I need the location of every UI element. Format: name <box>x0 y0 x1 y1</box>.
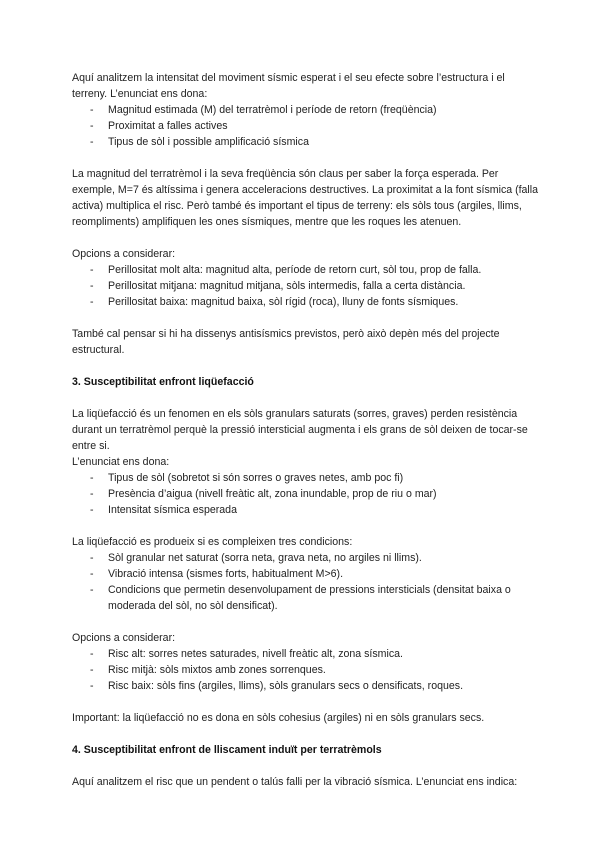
list-item: - Condicions que permetin desenvolupament de pressions intersticials (densitat baixa o moderada del sòl, no sòl densificat). <box>72 582 542 614</box>
section-4-heading: 4. Susceptibilitat enfront de lliscament induït per terratrèmols <box>72 744 382 756</box>
list-item: - Risc baix: sòls fins (argiles, llims), sòls granulars secs o densificats, roques. <box>72 678 542 694</box>
list-item: - Perillositat mitjana: magnitud mitjana, sòls intermedis, falla a certa distància. <box>72 278 542 294</box>
list-item: - Risc mitjà: sòls mixtos amb zones sorrenques. <box>72 662 542 678</box>
list-item: - Risc alt: sorres netes saturades, nivell freàtic alt, zona sísmica. <box>72 646 542 662</box>
list-item: - Presència d’aigua (nivell freàtic alt, zona inundable, prop de riu o mar) <box>72 486 542 502</box>
section-3-given-label: L’enunciat ens dona: <box>72 456 170 468</box>
section-4-intro: Aquí analitzem el risc que un pendent o talús falli per la vibració sísmica. L’enunciat ens indica: <box>72 776 518 788</box>
list-item: - Intensitat sísmica esperada <box>72 502 542 518</box>
section-3-definition: La liqüefacció és un fenomen en els sòls granulars saturats (sorres, graves) perden resistència durant un terratrèmol perquè la pressió intersticial augmenta i els grans de sòl deixen de tocar-se entre si. <box>72 408 528 452</box>
document-page <box>72 70 542 790</box>
list-item: - Perillositat baixa: magnitud baixa, sòl rígid (roca), lluny de fonts sísmiques. <box>72 294 542 310</box>
options-label: Opcions a considerar: <box>72 632 176 644</box>
list-item: - Tipus de sòl i possible amplificació sísmica <box>72 134 542 150</box>
intro-explanation: La magnitud del terratrèmol i la seva freqüència són claus per saber la força esperada. Per exemple, M=7 és altíssima i genera acceleracions destructives. La proximitat a la font sísmica (falla activa) multiplica el risc. Però també és important el tipus de terreny: els sòls tous (argiles, llims, reompliments) amplifiquen les ones sísmiques, mentre que les roques les atenuen. <box>72 168 539 228</box>
section-3-given-list <box>72 470 542 518</box>
intro-paragraph: Aquí analitzem la intensitat del moviment sísmic esperat i el seu efecte sobre l’estructura i el terreny. L’enunciat ens dona: <box>72 72 505 100</box>
list-item: - Magnitud estimada (M) del terratrèmol i període de retorn (freqüència) <box>72 102 542 118</box>
intro-closing: També cal pensar si hi ha dissenys antisísmics previstos, però això depèn més del projecte estructural. <box>72 328 500 356</box>
list-item: - Sòl granular net saturat (sorra neta, grava neta, no argiles ni llims). <box>72 550 542 566</box>
list-item: - Vibració intensa (sismes forts, habitualment M>6). <box>72 566 542 582</box>
options-label: Opcions a considerar: <box>72 248 176 260</box>
section-3-heading: 3. Susceptibilitat enfront liqüefacció <box>72 376 254 388</box>
list-item: - Perillositat molt alta: magnitud alta, període de retorn curt, sòl tou, prop de falla. <box>72 262 542 278</box>
section-3-conditions-label: La liqüefacció es produeix si es compleixen tres condicions: <box>72 536 353 548</box>
list-item: - Tipus de sòl (sobretot si són sorres o graves netes, amb poc fi) <box>72 470 542 486</box>
section-3-note: Important: la liqüefacció no es dona en sòls cohesius (argiles) ni en sòls granulars secs. <box>72 712 485 724</box>
section-3-options-list <box>72 646 542 694</box>
section-3-conditions-list <box>72 550 542 614</box>
intro-list <box>72 102 542 150</box>
intro-options-list <box>72 262 542 310</box>
list-item: - Proximitat a falles actives <box>72 118 542 134</box>
